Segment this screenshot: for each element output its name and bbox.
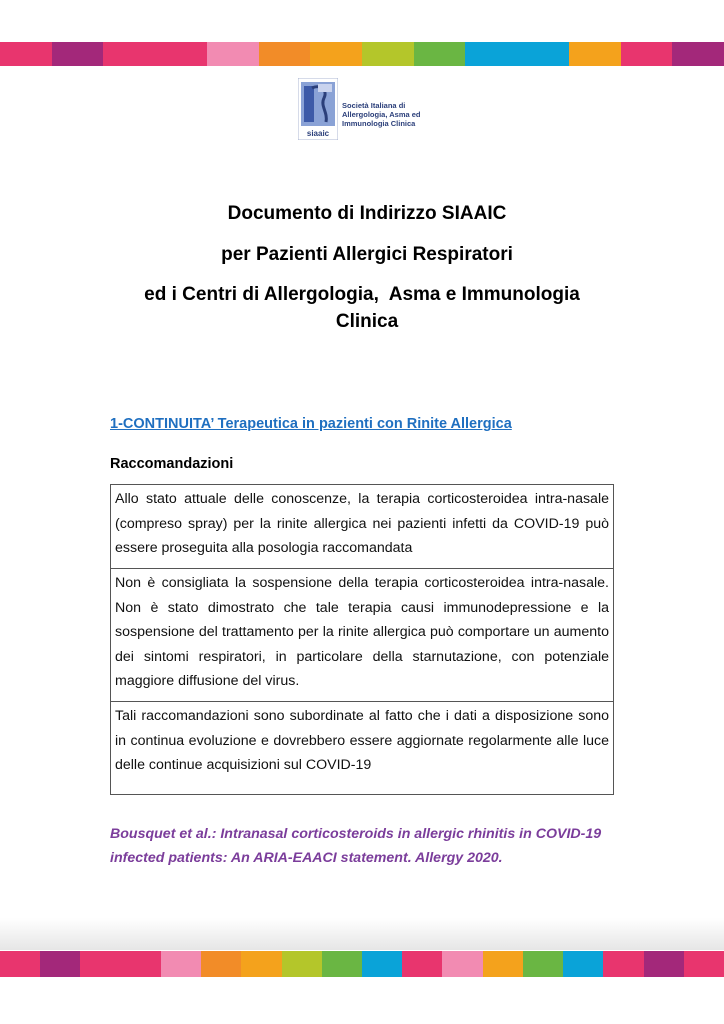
- stripe-segment: [402, 951, 442, 977]
- siaaic-logo-icon: [298, 78, 338, 140]
- document-title-line-2: per Pazienti Allergici Respiratori: [221, 244, 513, 265]
- logo-line: Immunologia Clinica: [342, 119, 416, 128]
- stripe-segment: [362, 42, 414, 66]
- stripe-segment: [161, 951, 201, 977]
- stripe-segment: [483, 951, 523, 977]
- stripe-segment: [442, 951, 482, 977]
- stripe-segment: [201, 951, 241, 977]
- bottom-color-stripe: [0, 951, 724, 977]
- document-title-line-4: Clinica: [335, 311, 399, 332]
- stripe-segment: [362, 951, 402, 977]
- recommendations-table: [110, 484, 614, 795]
- document-title-line-1: Documento di Indirizzo SIAAIC: [227, 203, 507, 224]
- recommendation-row: Non è consigliata la sospensione della terapia corticosteroidea intra-nasale. Non è stato dimostrato che tale terapia causi immunodepressione e la sospensione del trattamento per la rinite allergica può comportare un aumento dei sintomi respiratori, in particolare della starnutazione, con potenziale maggiore diffusione del virus.: [111, 569, 613, 702]
- stripe-segment: [569, 42, 621, 66]
- footer-shadow: [0, 918, 724, 950]
- stripe-segment: [0, 42, 52, 66]
- stripe-segment: [310, 42, 362, 66]
- recommendation-row: Allo stato attuale delle conoscenze, la terapia corticosteroidea intra-nasale (compreso spray) per la rinite allergica nei pazienti infetti da COVID-19 può essere proseguita alla posologia raccomandata: [111, 485, 613, 569]
- recommendations-heading: Raccomandazioni: [110, 456, 234, 472]
- stripe-segment: [121, 951, 161, 977]
- stripe-segment: [259, 42, 311, 66]
- logo-abbreviation: siaaic: [306, 129, 330, 138]
- stripe-segment: [241, 951, 281, 977]
- stripe-segment: [414, 42, 466, 66]
- stripe-segment: [563, 951, 603, 977]
- stripe-segment: [0, 951, 40, 977]
- stripe-segment: [523, 951, 563, 977]
- stripe-segment: [40, 951, 80, 977]
- document-title-line-3: ed i Centri di Allergologia, Asma e Immunologia: [144, 284, 580, 305]
- stripe-segment: [621, 42, 673, 66]
- stripe-segment: [282, 951, 322, 977]
- stripe-segment: [644, 951, 684, 977]
- stripe-segment: [80, 951, 120, 977]
- stripe-segment: [465, 42, 517, 66]
- logo-line: Società Italiana di: [342, 101, 406, 110]
- logo-text: [342, 101, 421, 128]
- siaaic-logo: [298, 78, 438, 144]
- stripe-segment: [684, 951, 724, 977]
- stripe-segment: [517, 42, 569, 66]
- recommendation-row: Tali raccomandazioni sono subordinate al fatto che i dati a disposizione sono in continua evoluzione e dovrebbero essere aggiornate regolarmente alle luce delle continue acquisizioni sul COVID-19: [115, 708, 609, 773]
- stripe-segment: [672, 42, 724, 66]
- stripe-segment: [207, 42, 259, 66]
- stripe-segment: [603, 951, 643, 977]
- stripe-segment: [103, 42, 155, 66]
- stripe-segment: [52, 42, 104, 66]
- stripe-segment: [322, 951, 362, 977]
- stripe-segment: [155, 42, 207, 66]
- top-color-stripe: [0, 42, 724, 66]
- logo-line: Allergologia, Asma ed: [342, 110, 421, 119]
- section-heading[interactable]: 1-CONTINUITA’ Terapeutica in pazienti con Rinite Allergica: [110, 416, 512, 432]
- citation: Bousquet et al.: Intranasal corticosteroids in allergic rhinitis in COVID-19 infected patients: An ARIA-EAACI statement. Allergy 2020.: [110, 826, 602, 866]
